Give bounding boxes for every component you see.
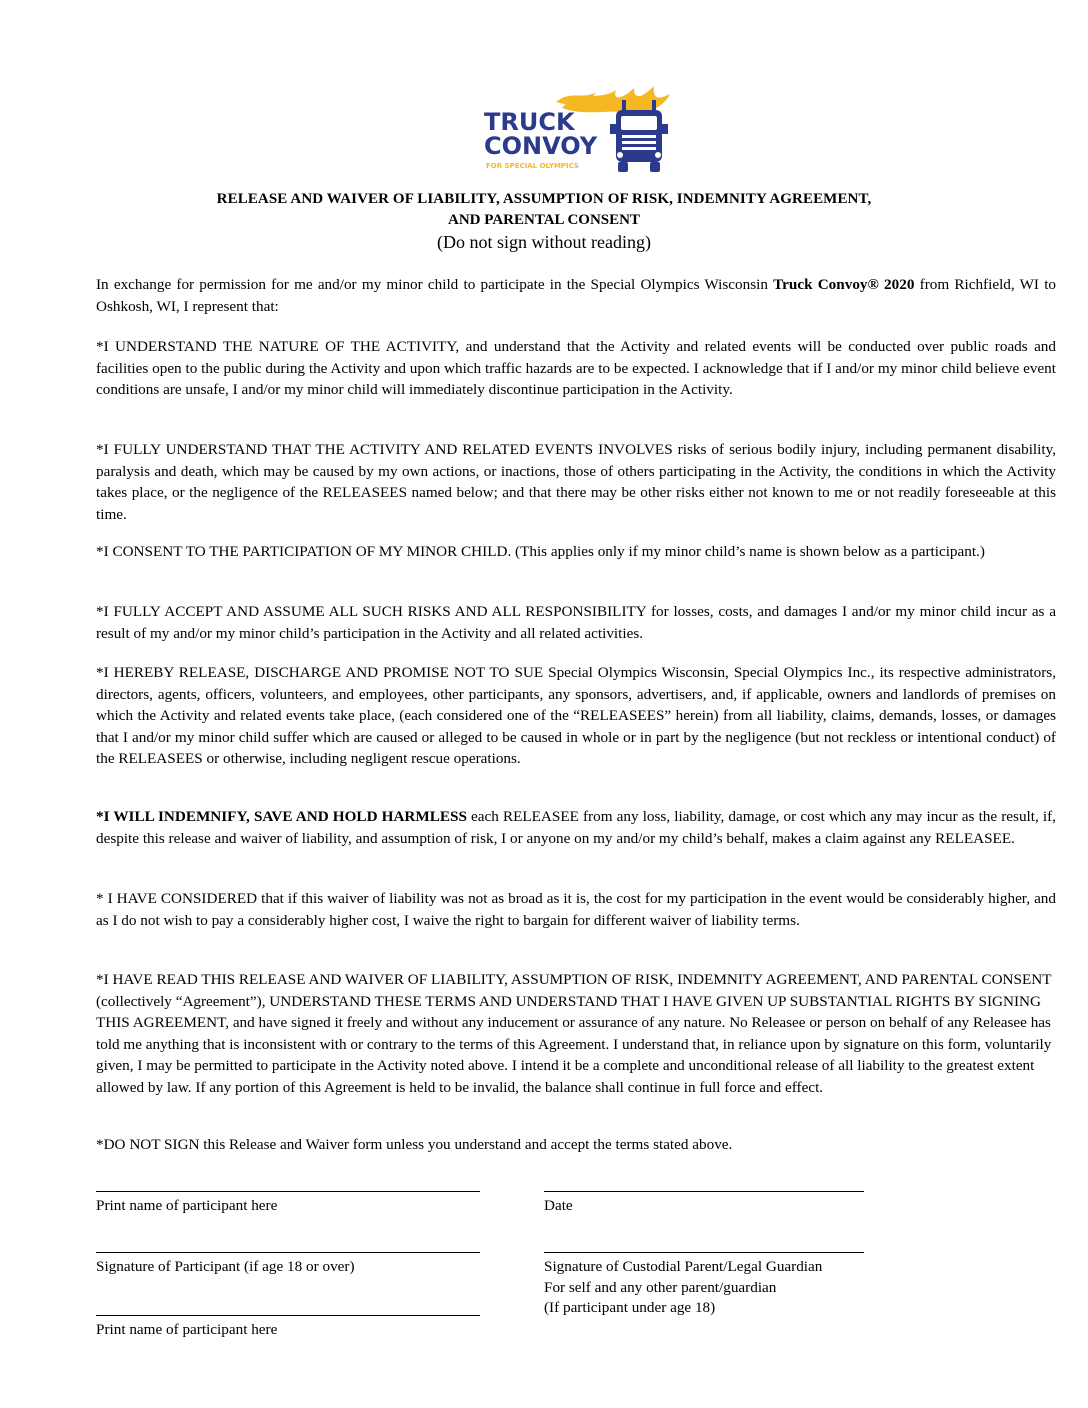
date-line[interactable]	[544, 1191, 864, 1192]
print-name-line-1[interactable]	[96, 1191, 480, 1192]
paragraph-understand-risks: *I FULLY UNDERSTAND THAT THE ACTIVITY AND RELATED EVENTS INVOLVES risks of serious bodily injury, including permanent disability, paralysis and death, which may be caused by my own actions, or inactions, those of others participating in the Activity, the conditions in which the Activity takes place, or the negligence of the RELEASEES named below; and that there may be other risks either not known to me or not readily foreseeable at this time.	[96, 441, 1056, 523]
paragraph-understand-nature: *I UNDERSTAND THE NATURE OF THE ACTIVITY, and understand that the Activity and related events will be conducted over public roads and facilities open to the public during the Activity and upon which traffic hazards are to be expected. I acknowledge that if I and/or my minor child believe event conditions are unsafe, I and/or my minor child will immediately discontinue participation in the Activity.	[96, 338, 1056, 399]
intro-paragraph: In exchange for permission for me and/or my minor child to participate in the Special Olympics Wisconsin Truck Convoy® 2020 from Richfield, WI to Oshkosh, WI, I represent that:	[96, 276, 1057, 315]
paragraph-have-read: *I HAVE READ THIS RELEASE AND WAIVER OF LIABILITY, ASSUMPTION OF RISK, INDEMNITY AGREEMENT, AND PARENTAL CONSENT (collectively “Agreement”), UNDERSTAND THESE TERMS AND UNDERSTAND THAT I HAVE GIVEN UP SUBSTANTIAL RIGHTS BY SIGNING THIS AGREEMENT, and have signed it freely and without any inducement or assurance of any nature. No Releasee or person on behalf of any Releasee has told me anything that is inconsistent with or contrary to the terms of this Agreement. I understand that, in reliance upon by signature on this form, voluntarily given, I may be permitted to participate in the Activity noted above. I intend it be a complete and unconditional release of all liability to the greatest extent allowed by law. If any portion of this Agreement is held to be invalid, the balance shall continue in full force and effect.	[96, 971, 1052, 1096]
date-label: Date	[544, 1197, 573, 1214]
document-title-line2: AND PARENTAL CONSENT	[448, 212, 640, 228]
paragraph-indemnify: *I WILL INDEMNIFY, SAVE AND HOLD HARMLESS each RELEASEE from any loss, liability, damage, or cost which any may incur as the result, if, despite this release and waiver of liability, and assumption of risk, I or anyone on my and/or my child’s behalf, makes a claim against any RELEASEE.	[96, 808, 1056, 847]
logo-line2: CONVOY	[484, 132, 598, 160]
guardian-signature-line[interactable]	[544, 1252, 864, 1253]
print-name-label-2: Print name of participant here	[96, 1321, 278, 1338]
logo-tagline: FOR SPECIAL OLYMPICS	[486, 162, 579, 170]
document-subtitle: (Do not sign without reading)	[437, 232, 651, 252]
paragraph-do-not-sign: *DO NOT SIGN this Release and Waiver form unless you understand and accept the terms stated above.	[96, 1136, 733, 1153]
participant-signature-label: Signature of Participant (if age 18 or over)	[96, 1258, 355, 1275]
logo-line1: TRUCK	[484, 108, 575, 136]
paragraph-considered: * I HAVE CONSIDERED that if this waiver of liability was not as broad as it is, the cost for my participation in the event would be considerably higher, and as I do not wish to pay a considerably higher cost, I waive the right to bargain for different waiver of liability terms.	[96, 890, 1056, 929]
print-name-line-2[interactable]	[96, 1315, 480, 1316]
paragraph-release-discharge: *I HEREBY RELEASE, DISCHARGE AND PROMISE NOT TO SUE Special Olympics Wisconsin, Special Olympics Inc., its respective administrators, directors, agents, officers, volunteers, and employees, other participants, any sponsors, advertisers, and, if applicable, owners and landlords of premises on which the Activity and related events take place, (each considered one of the “RELEASEES” herein) from all liability, claims, demands, losses, or damages that I and/or my minor child suffer which are caused or alleged to be caused in whole or in part by the negligence (but not reckless or intentional conduct) of the RELEASEES or otherwise, including negligent rescue operations.	[96, 664, 1056, 768]
paragraph-consent-minor: *I CONSENT TO THE PARTICIPATION OF MY MINOR CHILD. (This applies only if my minor child’s name is shown below as a participant.)	[96, 543, 985, 560]
participant-signature-line[interactable]	[96, 1252, 480, 1253]
guardian-signature-label: Signature of Custodial Parent/Legal Guardian	[544, 1258, 823, 1275]
guardian-note-2: (If participant under age 18)	[544, 1299, 716, 1316]
truck-convoy-logo	[484, 80, 674, 175]
print-name-label-1: Print name of participant here	[96, 1197, 278, 1214]
document-title-line1: RELEASE AND WAIVER OF LIABILITY, ASSUMPTION OF RISK, INDEMNITY AGREEMENT,	[216, 191, 872, 207]
paragraph-accept-risks: *I FULLY ACCEPT AND ASSUME ALL SUCH RISKS AND ALL RESPONSIBILITY for losses, costs, and damages I and/or my minor child incur as a result of my and/or my minor child’s participation in the Activity and all related activities.	[96, 603, 1056, 642]
guardian-note-1: For self and any other parent/guardian	[544, 1279, 777, 1296]
